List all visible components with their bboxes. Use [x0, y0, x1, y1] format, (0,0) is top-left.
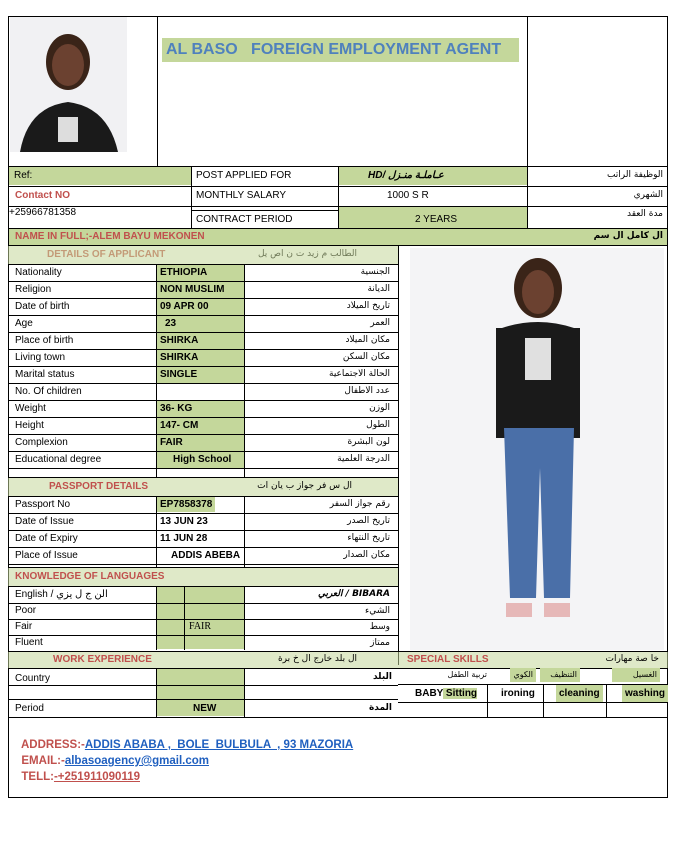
post-ar-label: الوظيفة الراتب: [606, 170, 663, 180]
salary-label: MONTHLY SALARY: [196, 190, 287, 201]
detail-ar-label: الحالة الاجتماعية: [329, 369, 390, 379]
detail-ar-label: العمر: [370, 318, 390, 328]
detail-label: Religion: [15, 284, 52, 295]
work-title: WORK EXPERIENCE: [53, 654, 152, 665]
detail-ar-label: مكان السكن: [342, 352, 390, 362]
skill-cleaning-ar: التنظيف: [540, 668, 580, 682]
passport-ar-label: تاريخ الصدر: [347, 516, 390, 526]
column-divider: [244, 496, 245, 567]
work-period-label: Period: [15, 703, 44, 714]
skill-ironing-ar: الكوي: [510, 668, 536, 682]
detail-ar-label: مكان الميلاد: [345, 335, 390, 345]
passport-title-ar: ال س فر جواز ب يان ات: [257, 481, 352, 491]
language-level-ar: الشيء: [364, 606, 390, 616]
column-divider: [156, 496, 157, 567]
skill-washing: washing: [622, 685, 668, 702]
language-level-label: Fair: [15, 621, 33, 632]
skills-title: SPECIAL SKILLS: [407, 654, 489, 665]
skills-title-ar: خا صة مهارات: [605, 654, 659, 664]
detail-value: 09 APR 00: [160, 301, 209, 312]
detail-label: Place of birth: [15, 335, 74, 346]
detail-value: 147- CM: [160, 420, 199, 431]
passport-value: ADDIS ABEBA: [171, 550, 241, 561]
language-english: English / الن ج ل يزي: [15, 589, 108, 600]
detail-ar-label: عدد الاطفال: [344, 386, 390, 396]
tell-label: TELL:: [21, 771, 54, 783]
phone-number: +25966781358: [9, 207, 77, 218]
tell-link[interactable]: -+251911090119: [53, 771, 140, 783]
detail-value: SHIRKA: [160, 352, 199, 363]
skill-baby-ar: تربية الطفل: [447, 670, 487, 679]
full-name-ar: ال كامل ال سم: [593, 231, 663, 241]
detail-value: FAIR: [160, 437, 183, 448]
contract-ar-label: مدة العقد: [627, 209, 663, 219]
tell-line: [15, 759, 140, 783]
language-level-value: FAIR: [189, 621, 212, 632]
skill-washing-ar: الغسيل: [612, 668, 660, 682]
language-level-value: [186, 635, 192, 651]
passport-ar-label: مكان الصدار: [343, 550, 390, 560]
contract-label: CONTRACT PERIOD: [196, 214, 293, 225]
detail-value: SINGLE: [160, 369, 198, 380]
language-level-ar: وسط: [369, 622, 390, 632]
detail-label: Marital status: [15, 369, 75, 380]
ref-label: Ref:: [14, 170, 33, 181]
detail-value: 23: [165, 318, 177, 329]
salary-value: 1000 S R: [387, 190, 429, 201]
detail-label: Weight: [15, 403, 46, 414]
passport-title: PASSPORT DETAILS: [49, 481, 149, 492]
address-label: ADDRESS:-: [20, 739, 85, 751]
salary-ar-label: الشهري: [633, 190, 663, 200]
detail-ar-label: تاريخ الميلاد: [346, 301, 390, 311]
skill-cleaning: cleaning: [556, 685, 603, 702]
detail-value: [157, 383, 163, 400]
email-label: EMAIL:-: [21, 755, 65, 767]
full-name: NAME IN FULL;-ALEM BAYU MEKONEN: [15, 231, 205, 242]
detail-label: No. Of children: [15, 386, 82, 397]
work-country-label: Country: [15, 673, 51, 684]
detail-label: Complexion: [15, 437, 68, 448]
language-level-value: [186, 603, 192, 619]
language-arabic: BIBARA / العربي: [317, 589, 390, 599]
detail-label: Educational degree: [15, 454, 102, 465]
passport-value: 13 JUN 23: [160, 516, 208, 527]
post-label: POST APPLIED FOR: [196, 170, 292, 181]
language-level-label: Poor: [15, 605, 37, 616]
passport-label: Date of Expiry: [15, 533, 78, 544]
detail-label: Date of birth: [15, 301, 70, 312]
detail-value: 36- KG: [160, 403, 193, 414]
skill-ironing: ironing: [501, 688, 535, 699]
language-level-ar: ممتاز: [370, 638, 390, 648]
passport-value: EP7858378: [157, 497, 215, 512]
detail-ar-label: الوزن: [369, 403, 390, 413]
passport-label: Date of Issue: [15, 516, 74, 527]
passport-label: Place of Issue: [15, 550, 78, 561]
language-level-label: Fluent: [15, 637, 43, 648]
row-divider: [8, 468, 398, 469]
detail-ar-label: الطول: [366, 420, 390, 430]
detail-value: High School: [173, 454, 232, 465]
passport-ar-label: رقم جواز السفر: [329, 499, 390, 509]
detail-ar-label: لون البشرة: [347, 437, 390, 447]
detail-label: Age: [15, 318, 33, 329]
post-value: HD/ عـاملـة منـزل: [368, 170, 444, 181]
work-title-ar: ال بلد خارج ال خ برة: [277, 654, 357, 664]
skill-baby-sitting-label: BABY Sitting: [415, 688, 478, 699]
detail-label: Living town: [15, 352, 66, 363]
detail-value: NON MUSLIM: [160, 284, 225, 295]
detail-ar-label: الديانة: [367, 284, 390, 294]
agency-title: AL BASO FOREIGN EMPLOYMENT AGENT: [162, 38, 519, 62]
detail-label: Height: [15, 420, 44, 431]
contract-value: 2 YEARS: [415, 214, 458, 225]
detail-value: ETHIOPIA: [160, 267, 208, 278]
applicant-portrait-photo: [10, 17, 127, 152]
passport-label: Passport No: [15, 499, 71, 510]
detail-label: Nationality: [15, 267, 62, 278]
languages-title: KNOWLEDGE OF LANGUAGES: [15, 571, 165, 582]
work-period-ar: المدة: [368, 703, 392, 713]
row-divider: [8, 564, 398, 565]
column-divider: [156, 264, 157, 477]
detail-ar-label: الدرجة العلمية: [337, 454, 390, 464]
column-divider: [244, 264, 245, 477]
work-country-ar: البلد: [372, 672, 392, 682]
detail-value: SHIRKA: [160, 335, 199, 346]
skill-baby-sitting: [412, 685, 486, 702]
applicant-full-body-photo: [410, 248, 664, 650]
passport-ar-label: تاريخ النتهاء: [347, 533, 390, 543]
email-link[interactable]: albasoagency@gmail.com: [64, 755, 209, 767]
contact-label: Contact NO: [15, 190, 70, 201]
work-period-value: NEW: [193, 703, 217, 714]
detail-ar-label: الجنسية: [360, 267, 390, 277]
passport-value: 11 JUN 28: [160, 533, 208, 544]
address-value[interactable]: ADDIS ABABA , BOLE BULBULA , 93 MAZORIA: [84, 739, 354, 751]
